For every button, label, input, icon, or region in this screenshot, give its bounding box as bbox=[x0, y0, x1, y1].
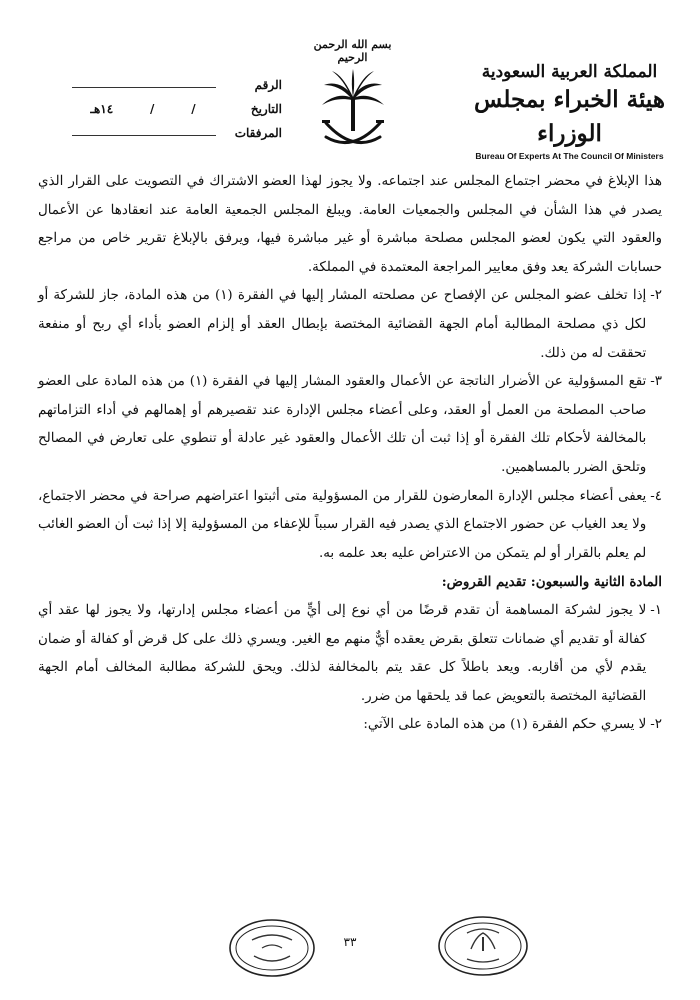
number-line bbox=[72, 75, 216, 88]
attachments-row bbox=[72, 116, 282, 140]
item-number: ٣- bbox=[650, 374, 662, 390]
attachments-line bbox=[72, 123, 216, 136]
item-text: يعفى أعضاء مجلس الإدارة المعارضون للقرار من المسؤولية متى أثبتوا اعتراضهم صراحة في محضر الاجتماع، ولا يعد الغياب عن حضور الاجتماع الذي يصدر فيه القرار سبباً للإعفاء من المسؤولية إلا إذا ثبت أن العضو الغائب لم يعلم بالقرار أو لم يتمكن من الاعتراض عليه بعد علمه به. bbox=[38, 488, 647, 561]
date-day-separator: / bbox=[191, 102, 196, 116]
paragraph-item-4 bbox=[38, 483, 662, 569]
basmala: بسم الله الرحمن الرحيم bbox=[313, 38, 392, 64]
page-number: ٣٣ bbox=[343, 935, 357, 949]
article-item-2 bbox=[38, 711, 662, 740]
letterhead-organization bbox=[457, 62, 682, 161]
paragraph-item-3 bbox=[38, 368, 662, 482]
date-value bbox=[72, 102, 220, 116]
date-label: التاريخ bbox=[250, 102, 282, 116]
intro-paragraph: هذا الإبلاغ في محضر اجتماع المجلس عند اجتماعه. ولا يجوز لهذا العضو الاشتراك في التصويت على القرار الذي يصدر في هذا الشأن في المجلس والجمعيات العامة. ويبلغ المجلس الجمعية العامة عند انعقادها عن الأعمال والعقود التي يكون لعضو المجلس مصلحة مباشرة أو غير مباشرة فيها، ويرفق بالإبلاغ تقرير خاص من مراجع حسابات الشركة يعد وفق معايير المراجعة المعتمدة في المملكة. bbox=[38, 174, 662, 275]
item-number: ٢- bbox=[650, 288, 662, 304]
official-seal-stamp-icon bbox=[228, 918, 316, 978]
attachments-label: المرفقات bbox=[234, 126, 282, 140]
item-number: ٢- bbox=[650, 717, 662, 733]
item-text: لا يسري حكم الفقرة (١) من هذه المادة على الآتي: bbox=[363, 717, 647, 733]
item-text: لا يجوز لشركة المساهمة أن تقدم قرضًا من أي نوع إلى أيٍّ من أعضاء مجلس إدارتها، ولا يجوز لها عقد أي كفالة أو تقديم أي ضمانات تتعلق بقرض يعقده أيٌّ منهم مع الغير. ويسري ذلك على كل قرض أو كفالة أو ضمان يقدم لأي من أقاربه. ويعد باطلاً كل عقد يتم بالمخالفة لذلك. ويحق للشركة مطالبة المخالف أمام الجهة القضائية المختصة بالتعويض عما قد يلحقها من ضرر. bbox=[38, 602, 647, 704]
letterhead-emblem bbox=[305, 38, 400, 148]
letter-reference-fields bbox=[72, 68, 282, 140]
item-text: إذا تخلف عضو المجلس عن الإفصاح عن مصلحته المشار إليها في الفقرة (١) من هذه المادة، جاز للشركة أو لكل ذي مصلحة المطالبة أمام الجهة القضائية المختصة بإبطال العقد أو إلزام العضو بأداء أي ربح أو منفعة تحققت له من ذلك. bbox=[38, 288, 647, 361]
date-year-suffix: ١٤هـ bbox=[90, 102, 114, 116]
date-row bbox=[72, 92, 282, 116]
item-text: تقع المسؤولية عن الأضرار الناتجة عن الأعمال والعقود المشار إليها في الفقرة (١) من هذه المادة على العضو صاحب المصلحة من العمل أو العقد، وعلى أعضاء مجلس الإدارة عند تقصيرهم أو إهمالهم في أداء التزاماتهم بالمخالفة لأحكام تلك الفقرة أو إذا ثبت أن تلك الأعمال والعقود غير عادلة أو تنطوي على تعارض في المصالح وتلحق الضرر بالمساهمين. bbox=[38, 374, 647, 475]
number-label: الرقم bbox=[254, 78, 282, 92]
date-month-separator: / bbox=[149, 102, 155, 116]
bureau-name-arabic: هيئة الخبراء بمجلس الوزراء bbox=[474, 86, 665, 147]
palm-swords-emblem-icon bbox=[318, 67, 388, 152]
kingdom-name: المملكة العربية السعودية bbox=[481, 62, 658, 82]
general-secretariat-seal-stamp-icon bbox=[437, 915, 529, 977]
article-item-1 bbox=[38, 597, 662, 711]
paragraph-item-2 bbox=[38, 282, 662, 368]
item-number: ١- bbox=[650, 602, 662, 618]
bureau-name-english: Bureau Of Experts At The Council Of Ministers bbox=[475, 151, 664, 161]
number-row bbox=[72, 68, 282, 92]
document-body bbox=[38, 168, 662, 740]
item-number: ٤- bbox=[650, 488, 662, 504]
article-72-title: المادة الثانية والسبعون: تقديم القروض: bbox=[441, 574, 662, 591]
